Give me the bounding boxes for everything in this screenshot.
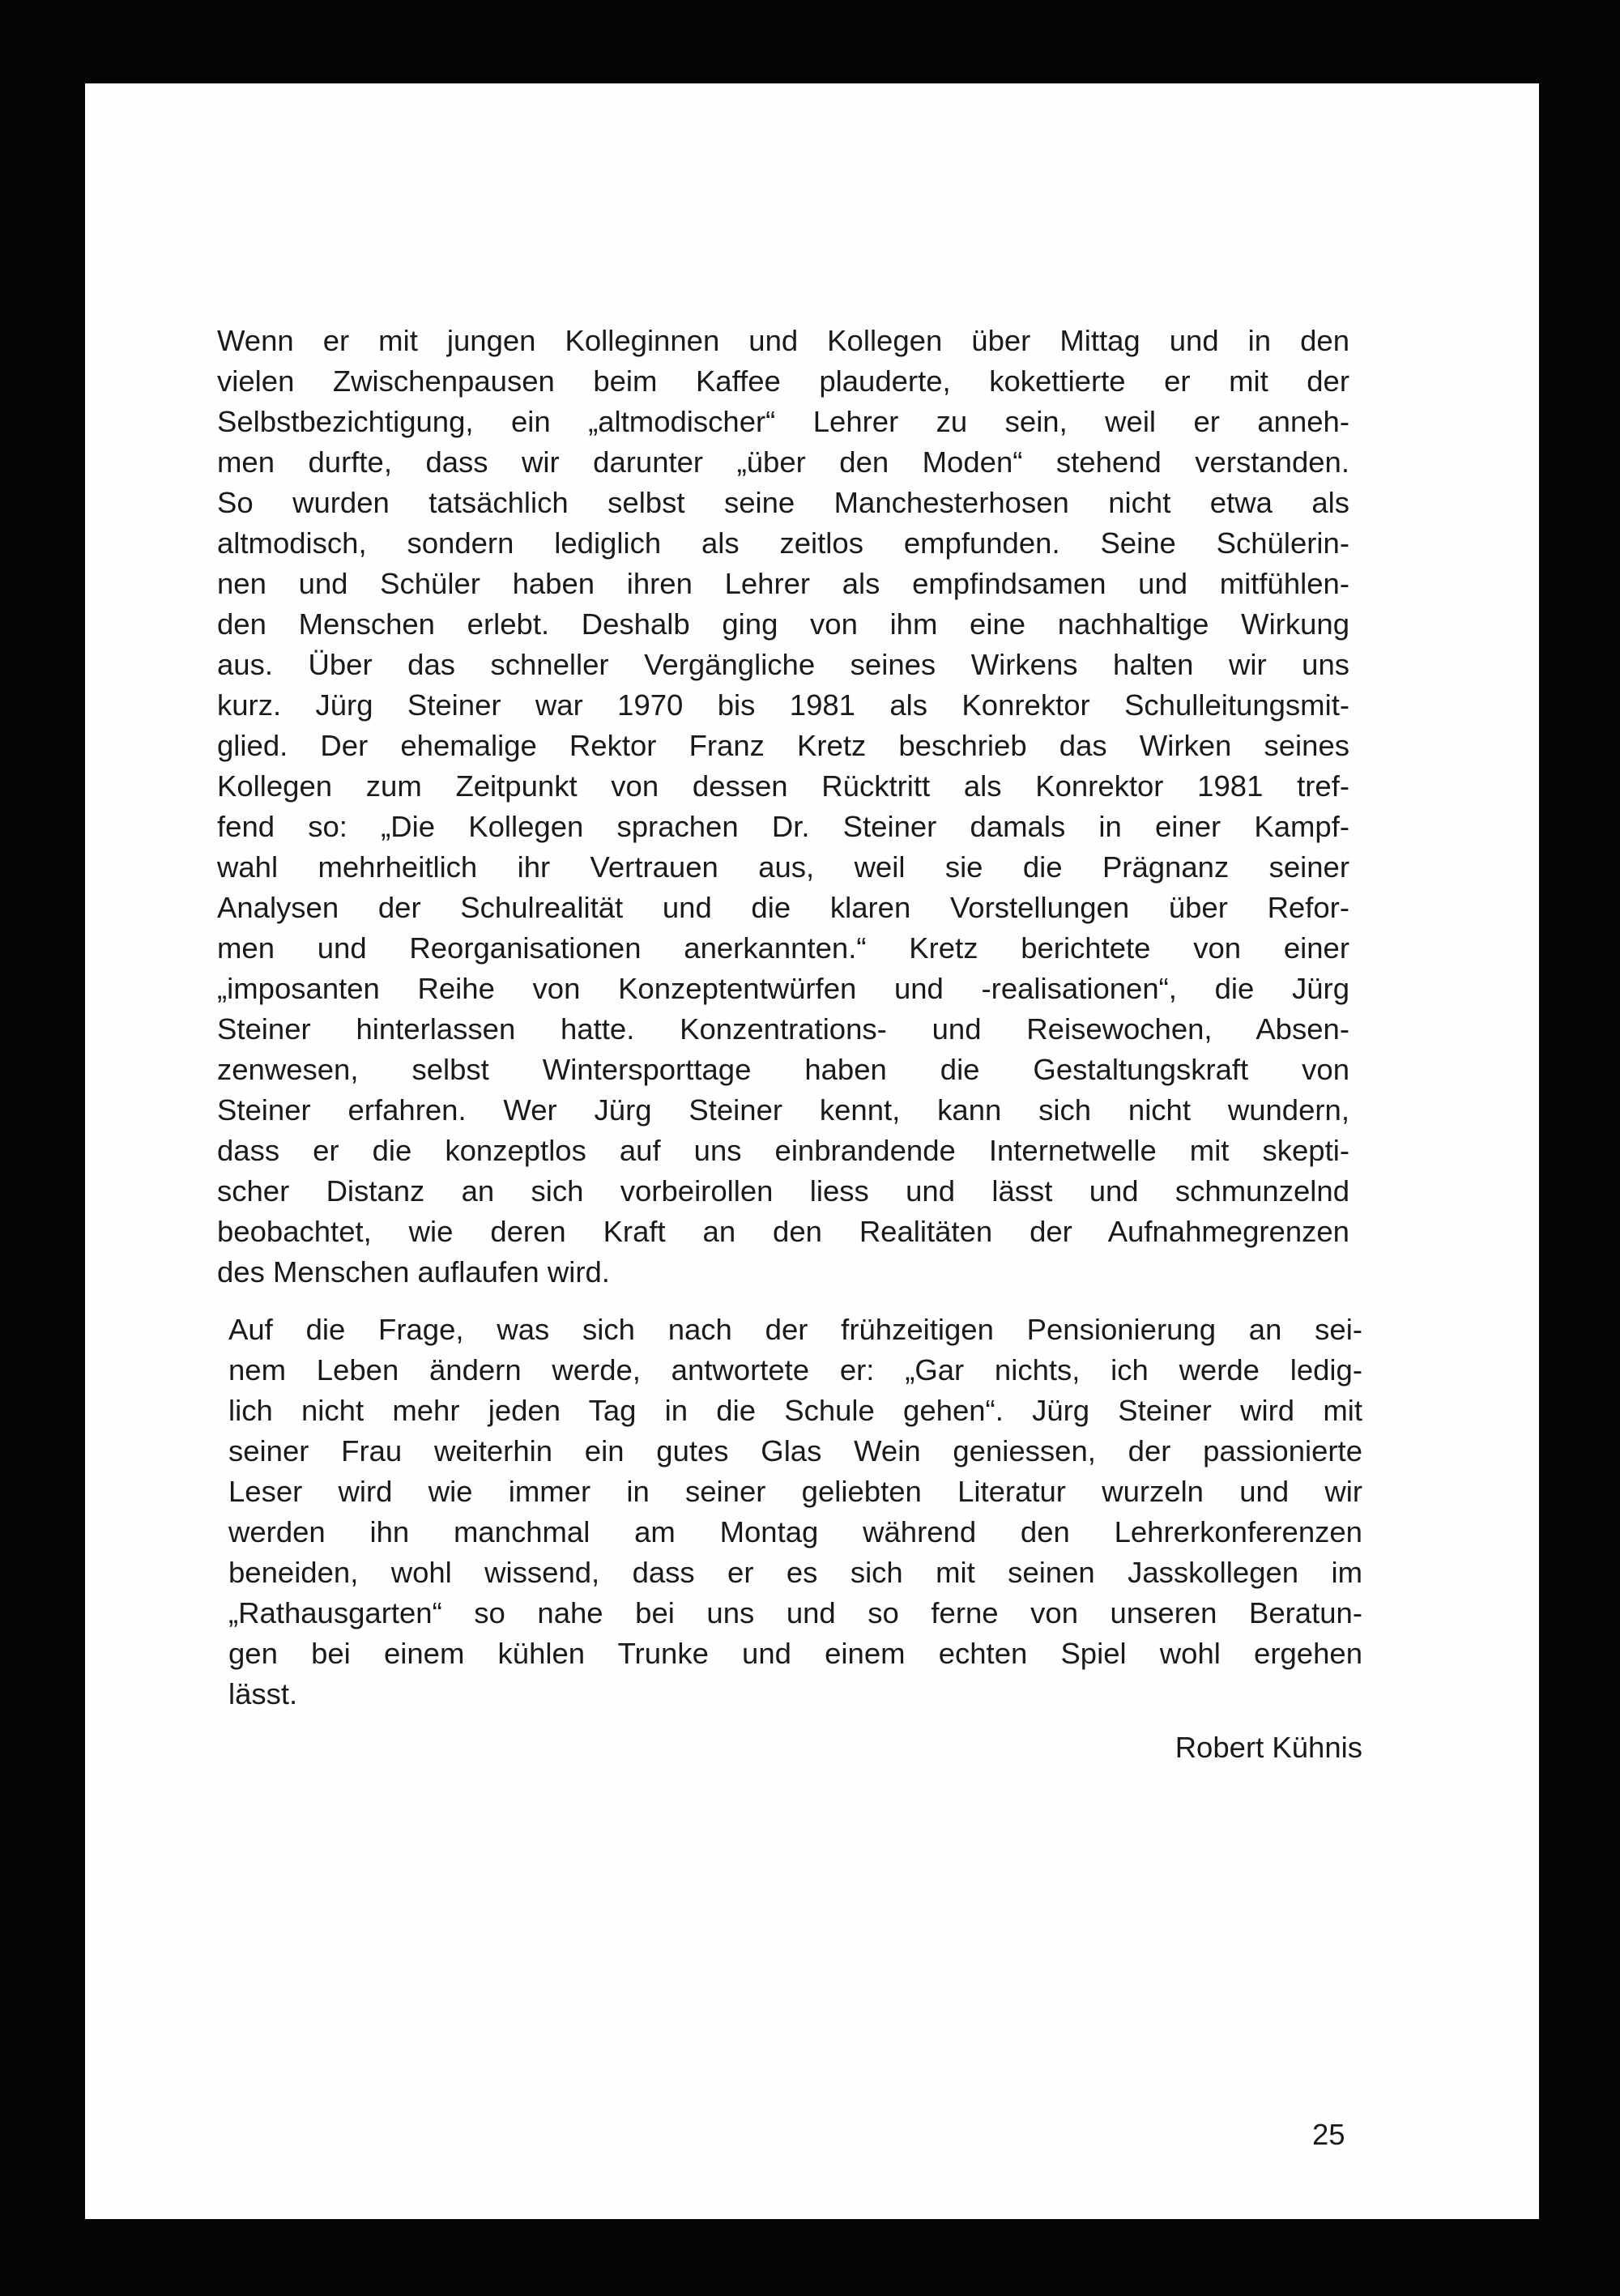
page-number: 25: [1312, 2118, 1345, 2151]
text-line: nen und Schüler haben ihren Lehrer als empfindsamen und mitfühlen-: [217, 567, 1349, 600]
text-line: gen bei einem kühlen Trunke und einem echten Spiel wohl ergehen: [228, 1637, 1362, 1670]
text-line: Auf die Frage, was sich nach der frühzeitigen Pensionierung an sei-: [228, 1313, 1362, 1346]
text-line: Leser wird wie immer in seiner geliebten Literatur wurzeln und wir: [228, 1475, 1362, 1508]
text-line: Kollegen zum Zeitpunkt von dessen Rücktritt als Konrektor 1981 tref-: [217, 769, 1349, 803]
text-line: fend so: „Die Kollegen sprachen Dr. Steiner damals in einer Kampf-: [217, 810, 1349, 843]
text-line: lässt.: [228, 1677, 298, 1710]
author-signature: Robert Kühnis: [1174, 1731, 1362, 1764]
text-line: wahl mehrheitlich ihr Vertrauen aus, weil sie die Prägnanz seiner: [217, 850, 1349, 884]
text-line: werden ihn manchmal am Montag während den Lehrerkonferenzen: [228, 1515, 1362, 1548]
text-line: glied. Der ehemalige Rektor Franz Kretz beschrieb das Wirken seines: [217, 729, 1349, 762]
text-line: dass er die konzeptlos auf uns einbrandende Internetwelle mit skepti-: [217, 1134, 1349, 1167]
text-line: seiner Frau weiterhin ein gutes Glas Wein geniessen, der passionierte: [228, 1434, 1362, 1467]
text-line: nem Leben ändern werde, antwortete er: „Gar nichts, ich werde ledig-: [228, 1353, 1362, 1387]
text-line: beneiden, wohl wissend, dass er es sich mit seinen Jasskollegen im: [228, 1556, 1362, 1589]
text-line: „Rathausgarten“ so nahe bei uns und so ferne von unseren Beratun-: [228, 1596, 1362, 1629]
text-line: altmodisch, sondern lediglich als zeitlos empfunden. Seine Schülerin-: [217, 526, 1349, 560]
text-line: So wurden tatsächlich selbst seine Manchesterhosen nicht etwa als: [217, 486, 1349, 519]
text-line: Steiner erfahren. Wer Jürg Steiner kennt, kann sich nicht wundern,: [217, 1093, 1349, 1127]
text-line: Steiner hinterlassen hatte. Konzentrations- und Reisewochen, Absen-: [217, 1012, 1349, 1046]
paragraph-2: [228, 1310, 1362, 1715]
text-line: men und Reorganisationen anerkannten.“ Kretz berichtete von einer: [217, 931, 1349, 965]
text-line: „imposanten Reihe von Konzeptentwürfen und -realisationen“, die Jürg: [217, 972, 1349, 1005]
text-line: des Menschen auflaufen wird.: [217, 1255, 610, 1289]
text-line: kurz. Jürg Steiner war 1970 bis 1981 als Konrektor Schulleitungsmit-: [217, 688, 1349, 722]
text-line: Analysen der Schulrealität und die klaren Vorstellungen über Refor-: [217, 891, 1349, 924]
text-line: vielen Zwischenpausen beim Kaffee plauderte, kokettierte er mit der: [217, 364, 1349, 398]
text-line: den Menschen erlebt. Deshalb ging von ihm eine nachhaltige Wirkung: [217, 607, 1349, 641]
text-line: Selbstbezichtigung, ein „altmodischer“ Lehrer zu sein, weil er anneh-: [217, 405, 1349, 438]
paragraph-1: [217, 321, 1349, 1293]
text-line: beobachtet, wie deren Kraft an den Realitäten der Aufnahmegrenzen: [217, 1215, 1349, 1248]
text-line: scher Distanz an sich vorbeirollen liess und lässt und schmunzelnd: [217, 1174, 1349, 1208]
text-line: zenwesen, selbst Wintersporttage haben die Gestaltungskraft von: [217, 1053, 1349, 1086]
document-page: [85, 83, 1539, 2219]
text-line: aus. Über das schneller Vergängliche seines Wirkens halten wir uns: [217, 648, 1349, 681]
text-line: men durfte, dass wir darunter „über den Moden“ stehend verstanden.: [217, 445, 1349, 479]
text-line: Wenn er mit jungen Kolleginnen und Kollegen über Mittag und in den: [217, 324, 1349, 357]
text-line: lich nicht mehr jeden Tag in die Schule gehen“. Jürg Steiner wird mit: [228, 1394, 1362, 1427]
